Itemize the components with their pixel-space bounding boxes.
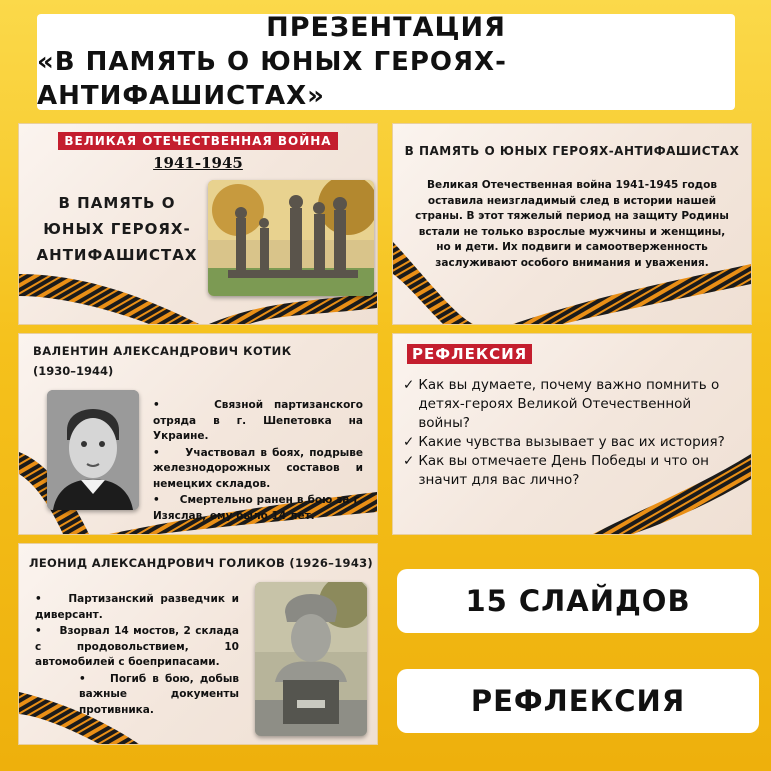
slide3-years: (1930–1944) — [33, 364, 114, 378]
list-item: • Взорвал 14 мостов, 2 склада с продовольствием, 10 автомобилей с боеприпасами. — [35, 625, 239, 668]
reflection-text: РЕФЛЕКСИЯ — [470, 684, 686, 718]
bullet-text: Погиб в бою, добыв важные документы противника. — [79, 672, 239, 716]
slide1-banner: ВЕЛИКАЯ ОТЕЧЕСТВЕННАЯ ВОЙНА — [58, 132, 337, 150]
list-item — [403, 452, 733, 490]
bullet-text: Партизанский разведчик и диверсант. — [35, 593, 239, 621]
slide-title — [19, 124, 377, 324]
question-text: Как вы думаете, почему важно помнить о детях-героях Великой Отечественной войны? — [418, 377, 720, 431]
golikov-monument-photo — [255, 582, 367, 736]
bullet-text: Связной партизанского отряда в г. Шепетовка на Украине. — [153, 399, 363, 442]
title-line-1: ПРЕЗЕНТАЦИЯ — [266, 12, 506, 43]
bullet-text: Участвовал в боях, подрыве железнодорожных составов и немецких складов. — [153, 446, 363, 490]
title-line-2: «В ПАМЯТЬ О ЮНЫХ ГЕРОЯХ-АНТИФАШИСТАХ» — [37, 47, 507, 111]
list-item: • Связной партизанского отряда в г. Шепетовка на Украине. — [153, 399, 363, 442]
slide3-name: ВАЛЕНТИН АЛЕКСАНДРОВИЧ КОТИК — [33, 344, 292, 358]
list-item: • Смертельно ранен в бою за г. Изяслав, ему было 14 лет. — [153, 494, 363, 522]
bullet-text: Взорвал 14 мостов, 2 склада с продовольствием, 10 автомобилей с боеприпасами. — [35, 625, 239, 668]
slide4-banner: РЕФЛЕКСИЯ — [407, 344, 532, 364]
list-item — [403, 433, 733, 452]
list-item: • Погиб в бою, добыв важные документы противника. — [79, 672, 239, 716]
slide1-years: 1941-1945 — [153, 154, 243, 172]
check-icon: ✓ — [403, 377, 415, 393]
slide-kotik — [19, 334, 377, 534]
monument-photo — [208, 180, 374, 296]
list-item — [403, 376, 733, 433]
slide-intro — [393, 124, 751, 324]
question-text: Какие чувства вызывает у вас их история? — [418, 434, 725, 450]
golikov-monument-image — [255, 582, 367, 736]
slides-count-label — [397, 569, 759, 633]
slide-reflection — [393, 334, 751, 534]
slides-count-text: 15 СЛАЙДОВ — [465, 584, 691, 618]
check-icon: ✓ — [403, 453, 415, 469]
kotik-portrait — [47, 390, 139, 510]
list-item: • Партизанский разведчик и диверсант. — [35, 593, 239, 621]
bullet-text: Смертельно ранен в бою за г. Изяслав, ему было 14 лет. — [153, 494, 363, 522]
kotik-portrait-image — [47, 390, 139, 510]
question-text: Как вы отмечаете День Победы и что он значит для вас лично? — [418, 453, 709, 488]
reflection-label — [397, 669, 759, 733]
presentation-title-box — [37, 14, 735, 110]
check-icon: ✓ — [403, 434, 415, 450]
slide-golikov — [19, 544, 377, 744]
slide1-title: В ПАМЯТЬ О ЮНЫХ ГЕРОЯХ-АНТИФАШИСТАХ — [36, 194, 198, 264]
slide3-bullets — [153, 398, 363, 524]
slide2-title: В ПАМЯТЬ О ЮНЫХ ГЕРОЯХ-АНТИФАШИСТАХ — [404, 144, 740, 158]
slide4-questions — [403, 376, 733, 490]
slide5-name: ЛЕОНИД АЛЕКСАНДРОВИЧ ГОЛИКОВ (1926–1943) — [29, 556, 373, 570]
list-item: • Участвовал в боях, подрыве железнодорожных составов и немецких складов. — [153, 446, 363, 490]
slide5-bullets — [35, 592, 239, 718]
monument-image — [208, 180, 374, 296]
slide2-body: Великая Отечественная война 1941-1945 годов оставила неизгладимый след в истории нашей страны. В этот тяжелый период на защиту Родины встали не только взрослые мужчины и женщины, но и дети. Их подвиги и самоотверженность заслуживают особого внимания и уважения. — [415, 179, 729, 269]
